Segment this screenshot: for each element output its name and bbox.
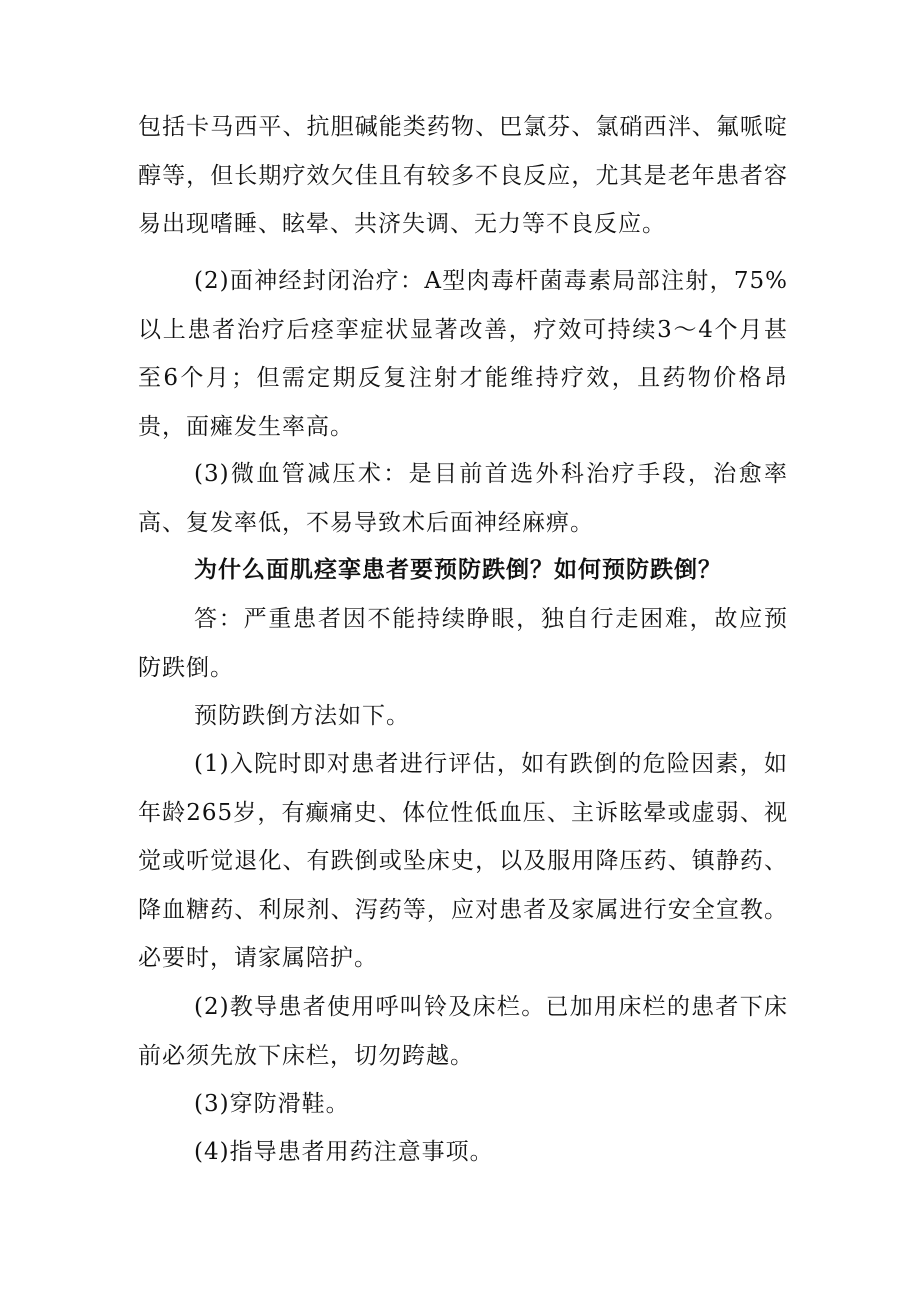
paragraph-microvascular: (3)微血管减压术：是目前首选外科治疗手段，治愈率高、复发率低，不易导致术后面神经麻痹。 <box>138 461 788 536</box>
paragraph-drug-therapy: 包括卡马西平、抗胆碱能类药物、巴氯芬、氯硝西泮、氟哌啶醇等，但长期疗效欠佳且有较多不良反应，尤其是老年患者容易出现嗜睡、眩晕、共济失调、无力等不良反应。 <box>138 114 788 237</box>
paragraph-method-4: (4)指导患者用药注意事项。 <box>194 1139 494 1165</box>
paragraph-method-2: (2)教导患者使用呼叫铃及床栏。已加用床栏的患者下床前必须先放下床栏，切勿跨越。 <box>138 994 788 1069</box>
paragraph-method-1: (1)入院时即对患者进行评估，如有跌倒的危险因素，如年龄265岁，有癫痛史、体位性低血压、主诉眩晕或虚弱、视觉或听觉退化、有跌倒或坠床史，以及服用降压药、镇静药、降血糖药、利尿剂、泻药等，应对患者及家属进行安全宣教。必要时，请家属陪护。 <box>138 751 788 971</box>
paragraph-nerve-block: (2)面神经封闭治疗：A型肉毒杆菌毒素局部注射，75%以上患者治疗后痉挛症状显著改善，疗效可持续3～4个月甚至6个月；但需定期反复注射才能维持疗效，且药物价格昂贵，面瘫发生率高。 <box>138 268 788 440</box>
paragraph-method-3: (3)穿防滑鞋。 <box>194 1091 350 1117</box>
section-heading: 为什么面肌痉挛患者要预防跌倒？如何预防跌倒？ <box>194 556 722 583</box>
paragraph-answer: 答：严重患者因不能持续睁眼，独自行走困难，故应预防跌倒。 <box>138 606 788 681</box>
paragraph-methods-intro: 预防跌倒方法如下。 <box>194 703 410 729</box>
